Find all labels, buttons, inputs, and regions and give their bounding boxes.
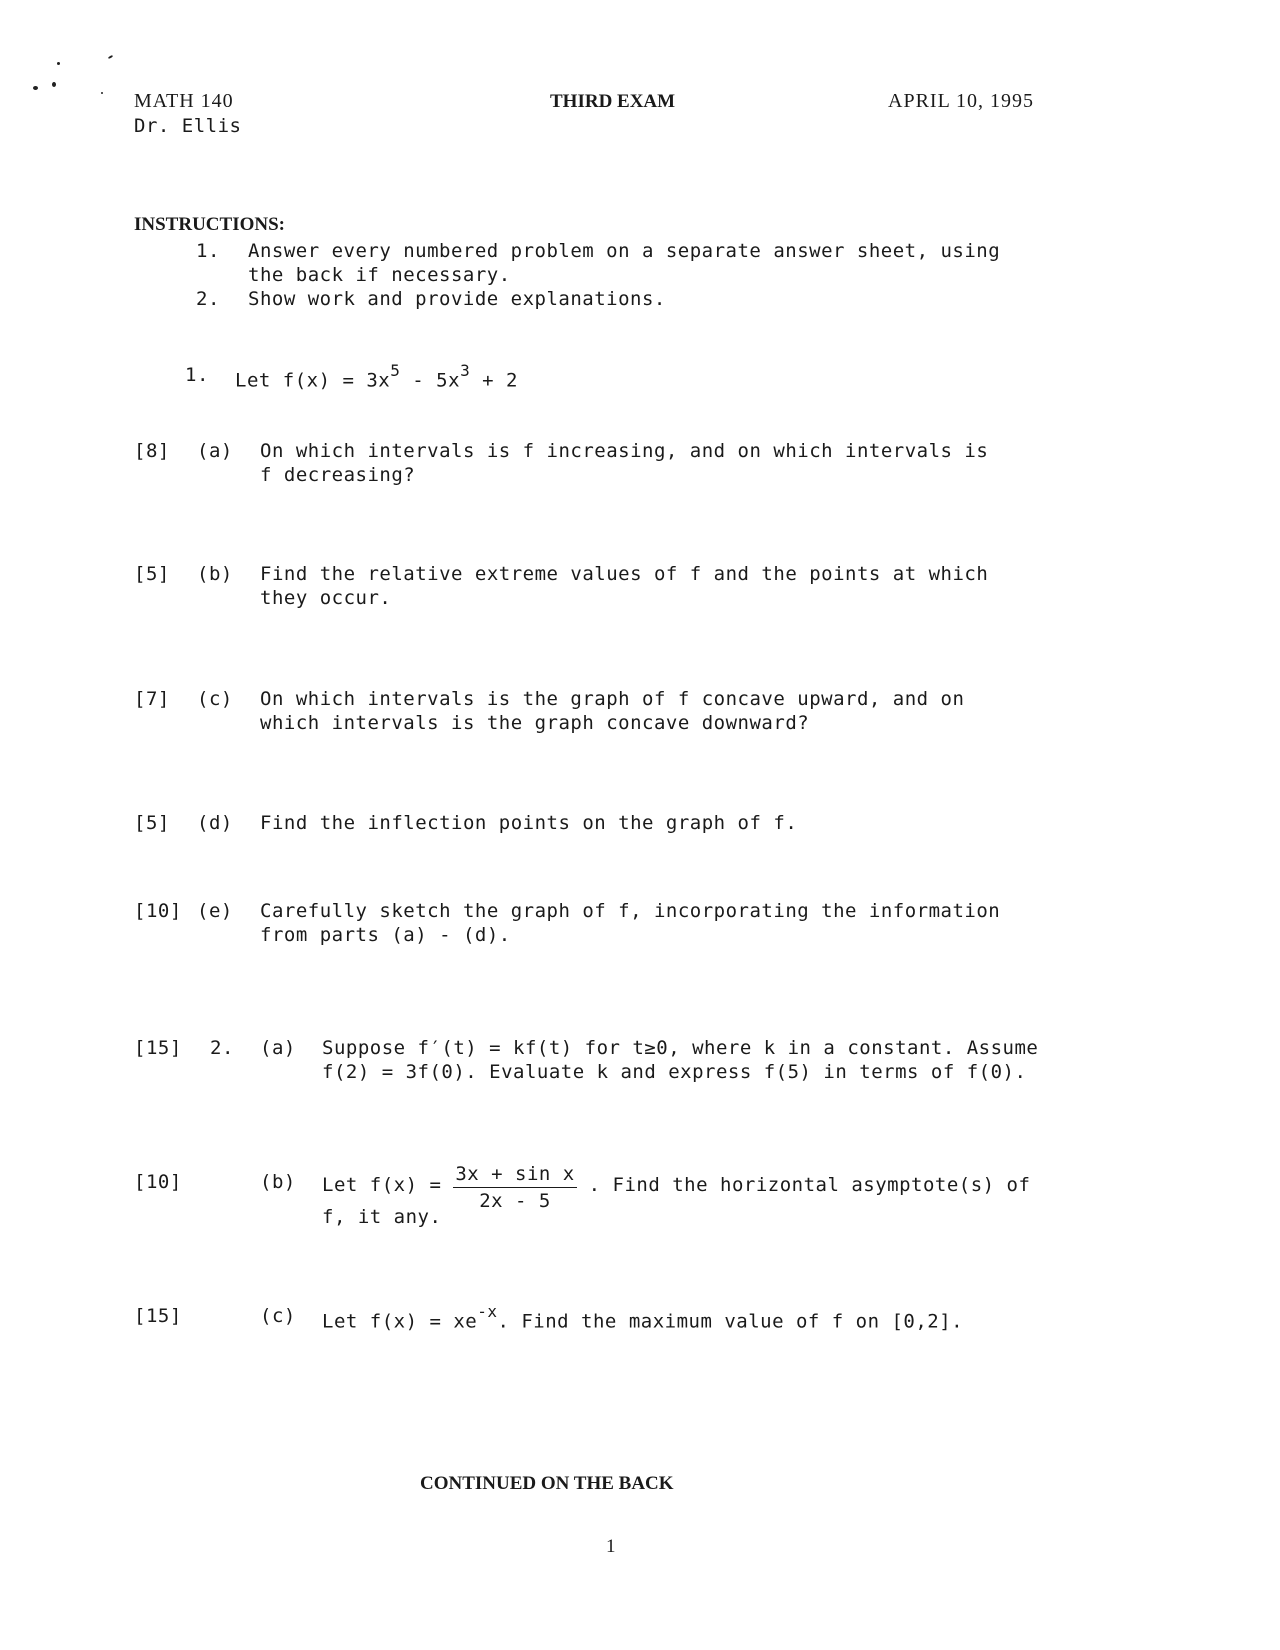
instructor-name: Dr. Ellis — [134, 115, 242, 137]
exam-date: APRIL 10, 1995 — [888, 90, 1035, 112]
instruction-text: Show work and provide explanations. — [248, 288, 666, 310]
points-label: [7] — [134, 688, 170, 710]
fraction — [453, 1162, 576, 1213]
question-text: Let $f(x) = xe^{-x}$. Find the maximum value of f on [0,2]. — [322, 1302, 964, 1333]
part-label: (d) — [197, 812, 233, 834]
page-number: 1 — [606, 1536, 616, 1557]
part-label: (c) — [197, 688, 233, 710]
fraction-numerator: 3x + sin x — [453, 1162, 576, 1188]
question-text: f(2) = 3f(0). Evaluate k and express f(5) in terms of f(0). — [322, 1061, 1027, 1083]
points-label: [5] — [134, 812, 170, 834]
question-text: f, it any. — [322, 1206, 442, 1228]
points-label: [15] — [134, 1037, 182, 1059]
question-text: Let f(x) = $\frac{\text{3x + sin x}}{2x - 5}$ . Find the horizontal asymptote(s) of — [322, 1163, 1031, 1212]
part-label: (b) — [197, 563, 233, 585]
problem-statement: Let $f(x) = 3x^5 - 5x^3 + 2$ — [235, 361, 518, 392]
exam-title: THIRD EXAM — [550, 91, 676, 112]
points-label: [5] — [134, 563, 170, 585]
part-label: (a) — [260, 1037, 296, 1059]
scan-speck — [57, 62, 60, 65]
points-label: [8] — [134, 440, 170, 462]
continued-note: CONTINUED ON THE BACK — [420, 1473, 674, 1494]
problem-number: 2. — [210, 1037, 234, 1059]
instruction-text: Answer every numbered problem on a separate answer sheet, using — [248, 240, 1001, 262]
fraction-denominator: 2x - 5 — [479, 1190, 551, 1212]
instruction-text: the back if necessary. — [248, 264, 511, 286]
question-text: which intervals is the graph concave downward? — [260, 712, 810, 734]
part-label: (b) — [260, 1171, 296, 1193]
question-text: Find the inflection points on the graph of f. — [260, 812, 798, 834]
part-label: (c) — [260, 1305, 296, 1327]
part-label: (e) — [197, 900, 233, 922]
scan-speck — [33, 86, 38, 90]
question-text: Find the relative extreme values of f and the points at which — [260, 563, 989, 585]
part-label: (a) — [197, 440, 233, 462]
scan-speck — [108, 55, 113, 59]
points-label: [10] — [134, 900, 182, 922]
question-text: they occur. — [260, 587, 392, 609]
instruction-number: 1. — [196, 240, 220, 262]
points-label: [15] — [134, 1305, 182, 1327]
question-text: On which intervals is f increasing, and on which intervals is — [260, 440, 989, 462]
question-text: from parts (a) - (d). — [260, 924, 511, 946]
scan-speck — [52, 82, 56, 87]
question-text: On which intervals is the graph of f concave upward, and on — [260, 688, 965, 710]
question-text: Suppose f′(t) = kf(t) for t≥0, where k in a constant. Assume — [322, 1037, 1039, 1059]
points-label: [10] — [134, 1171, 182, 1193]
question-text: f decreasing? — [260, 464, 416, 486]
instruction-number: 2. — [196, 288, 220, 310]
course-code: MATH 140 — [134, 90, 234, 112]
problem-number: 1. — [185, 364, 209, 386]
scan-speck — [101, 92, 103, 94]
question-text: Carefully sketch the graph of f, incorporating the information — [260, 900, 1001, 922]
instructions-heading: INSTRUCTIONS: — [134, 214, 285, 235]
